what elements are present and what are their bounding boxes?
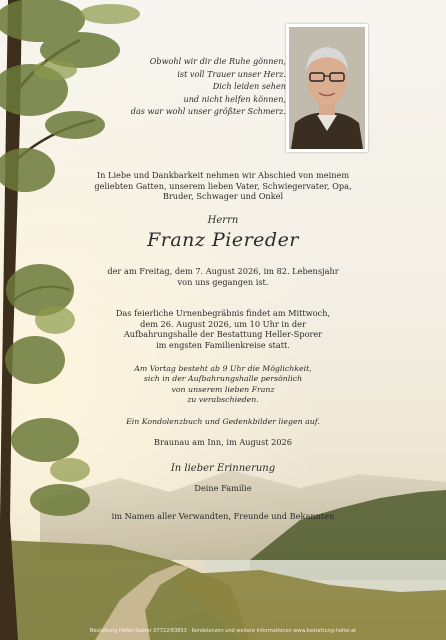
funeral-info bbox=[0, 308, 446, 350]
viewing-line: Am Vortag besteht ab 9 Uhr die Möglichkeit, bbox=[134, 364, 312, 373]
intro-line: geliebten Gatten, unserem lieben Vater, Schwiegervater, Opa, bbox=[94, 180, 352, 191]
poem-line: das war wohl unser größter Schmerz. bbox=[130, 106, 286, 117]
portrait-photo bbox=[286, 24, 368, 152]
death-line: der am Freitag, dem 7. August 2026, im 82. Lebensjahr bbox=[107, 266, 339, 276]
death-line: von uns gegangen ist. bbox=[177, 276, 269, 287]
salutation: Herrn bbox=[207, 215, 239, 226]
viewing-info bbox=[0, 364, 446, 406]
poem-line: Dich leiden sehen bbox=[212, 81, 286, 92]
footer-info: Bestattung Heller-Sporer 07722/63853 · Kondolenzen und weitere Informationen www.bestattung-heller.at bbox=[89, 628, 357, 634]
intro-line: Bruder, Schwager und Onkel bbox=[162, 191, 284, 202]
viewing-line: zu verabschieden. bbox=[187, 395, 259, 405]
intro-line: In Liebe und Dankbarkeit nehmen wir Abschied von meinem bbox=[96, 170, 350, 180]
deceased-name: Franz Piereder bbox=[147, 229, 299, 251]
poem-line: ist voll Trauer unser Herz. bbox=[177, 68, 286, 79]
viewing-line: von unserem lieben Franz bbox=[171, 384, 275, 394]
place-date: Braunau am Inn, im August 2026 bbox=[154, 437, 292, 447]
intro-text bbox=[0, 170, 446, 202]
family-signature: Deine Familie bbox=[194, 483, 252, 493]
poem-line: Obwohl wir dir die Ruhe gönnen, bbox=[149, 56, 286, 66]
funeral-line: Das feierliche Urnenbegräbnis findet am Mittwoch, bbox=[115, 308, 331, 318]
funeral-line: Aufbahrungshalle der Bestattung Heller-Sporer bbox=[123, 329, 323, 340]
poem bbox=[90, 55, 286, 118]
funeral-line: im engsten Familienkreise statt. bbox=[156, 339, 290, 350]
portrait-image bbox=[289, 27, 365, 149]
funeral-line: dem 26. August 2026, um 10 Uhr in der bbox=[140, 318, 306, 329]
condolence-note: Ein Kondolenzbuch und Gedenkbilder liegen auf. bbox=[126, 417, 320, 426]
poem-line: und nicht helfen können, bbox=[183, 93, 286, 104]
viewing-line: sich in der Aufbahrungshalle persönlich bbox=[143, 374, 303, 384]
relatives-line: im Namen aller Verwandten, Freunde und Bekannten bbox=[111, 511, 335, 521]
memory-heading: In lieber Erinnerung bbox=[170, 463, 276, 474]
death-notice bbox=[0, 266, 446, 287]
